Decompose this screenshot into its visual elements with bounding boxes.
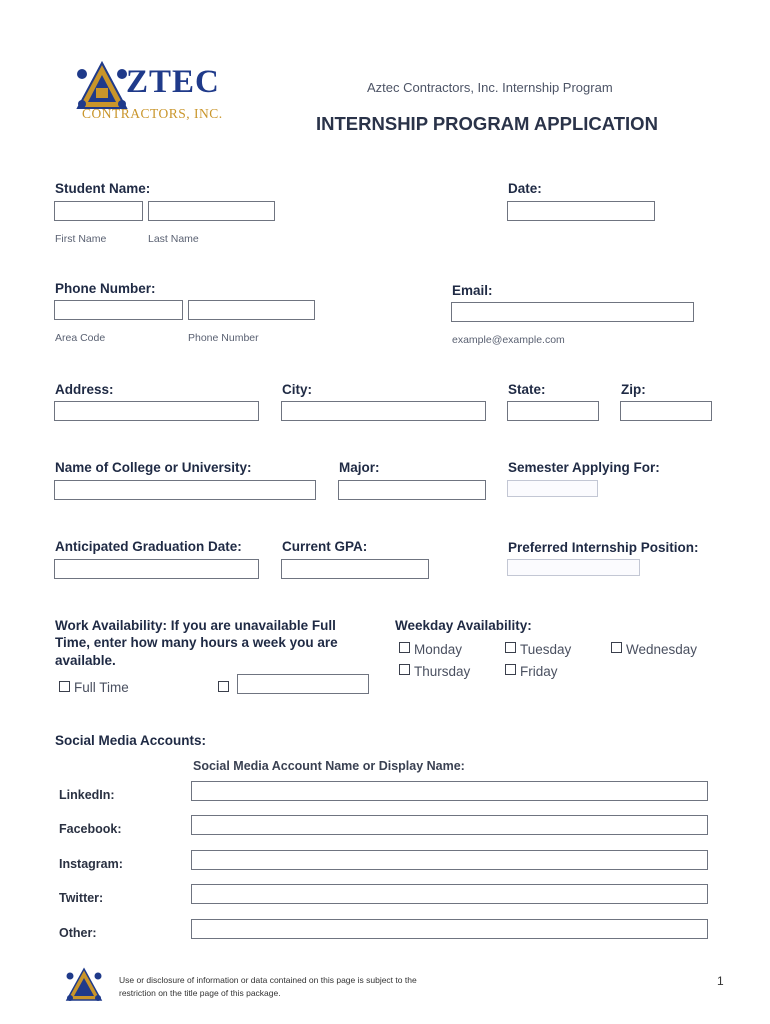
hours-checkbox[interactable] [218, 681, 229, 692]
state-label: State: [508, 382, 546, 397]
work-availability-label-3: available. [55, 653, 116, 668]
phone-number-field[interactable] [188, 300, 315, 320]
social-media-label: Social Media Accounts: [55, 733, 207, 748]
work-availability-label-2: Time, enter how many hours a week you are [55, 635, 338, 650]
instagram-field[interactable] [191, 850, 708, 870]
city-label: City: [282, 382, 312, 397]
aztec-pyramid-icon [74, 60, 130, 112]
zip-field[interactable] [620, 401, 712, 421]
full-time-checkbox[interactable] [59, 681, 70, 692]
last-name-field[interactable] [148, 201, 275, 221]
college-field[interactable] [54, 480, 316, 500]
major-label: Major: [339, 460, 380, 475]
email-label: Email: [452, 283, 493, 298]
hours-per-week-field[interactable] [237, 674, 369, 694]
monday-checkbox[interactable] [399, 642, 410, 653]
phone-label: Phone Number: [55, 281, 156, 296]
address-label: Address: [55, 382, 114, 397]
linkedin-label: LinkedIn: [59, 788, 115, 802]
other-field[interactable] [191, 919, 708, 939]
logo-name: ZTEC [126, 64, 220, 100]
internship-position-label: Preferred Internship Position: [508, 540, 699, 555]
graduation-date-label: Anticipated Graduation Date: [55, 539, 242, 554]
monday-label: Monday [414, 642, 463, 657]
tuesday-checkbox[interactable] [505, 642, 516, 653]
thursday-checkbox[interactable] [399, 664, 410, 675]
semester-select[interactable] [507, 480, 598, 497]
major-field[interactable] [338, 480, 486, 500]
state-field[interactable] [507, 401, 599, 421]
footer-notice-line-2: restriction on the title page of this package. [119, 988, 281, 998]
thursday-label: Thursday [414, 664, 471, 679]
first-name-field[interactable] [54, 201, 143, 221]
linkedin-field[interactable] [191, 781, 708, 801]
footer-logo-icon [64, 967, 104, 1003]
gpa-field[interactable] [281, 559, 429, 579]
graduation-date-field[interactable] [54, 559, 259, 579]
wednesday-label: Wednesday [626, 642, 698, 657]
page-number: 1 [717, 974, 724, 988]
footer-notice-line-1: Use or disclosure of information or data contained on this page is subject to the [119, 975, 417, 985]
semester-label: Semester Applying For: [508, 460, 660, 475]
address-field[interactable] [54, 401, 259, 421]
date-field[interactable] [507, 201, 655, 221]
city-field[interactable] [281, 401, 486, 421]
email-sublabel: example@example.com [452, 334, 565, 346]
facebook-field[interactable] [191, 815, 708, 835]
zip-label: Zip: [621, 382, 646, 397]
program-subtitle: Aztec Contractors, Inc. Internship Program [367, 80, 613, 95]
page-title: INTERNSHIP PROGRAM APPLICATION [316, 113, 658, 134]
facebook-label: Facebook: [59, 822, 122, 836]
internship-position-select[interactable] [507, 559, 640, 576]
friday-checkbox[interactable] [505, 664, 516, 675]
phone-number-sublabel: Phone Number [188, 332, 259, 344]
full-time-label: Full Time [74, 680, 129, 695]
email-field[interactable] [451, 302, 694, 322]
wednesday-checkbox[interactable] [611, 642, 622, 653]
twitter-label: Twitter: [59, 891, 104, 905]
weekday-availability-label: Weekday Availability: [395, 618, 532, 633]
logo-tagline: CONTRACTORS, INC. [82, 106, 223, 121]
friday-label: Friday [520, 664, 558, 679]
social-column-header: Social Media Account Name or Display Name: [193, 759, 465, 773]
instagram-label: Instagram: [59, 857, 123, 871]
college-label: Name of College or University: [55, 460, 252, 475]
twitter-field[interactable] [191, 884, 708, 904]
student-name-label: Student Name: [55, 181, 151, 196]
other-label: Other: [59, 926, 97, 940]
tuesday-label: Tuesday [520, 642, 572, 657]
gpa-label: Current GPA: [282, 539, 368, 554]
area-code-field[interactable] [54, 300, 183, 320]
last-name-sublabel: Last Name [148, 233, 199, 245]
company-logo [74, 58, 244, 126]
work-availability-label-1: Work Availability: If you are unavailable Full [55, 618, 336, 633]
first-name-sublabel: First Name [55, 233, 107, 245]
area-code-sublabel: Area Code [55, 332, 106, 344]
date-label: Date: [508, 181, 542, 196]
